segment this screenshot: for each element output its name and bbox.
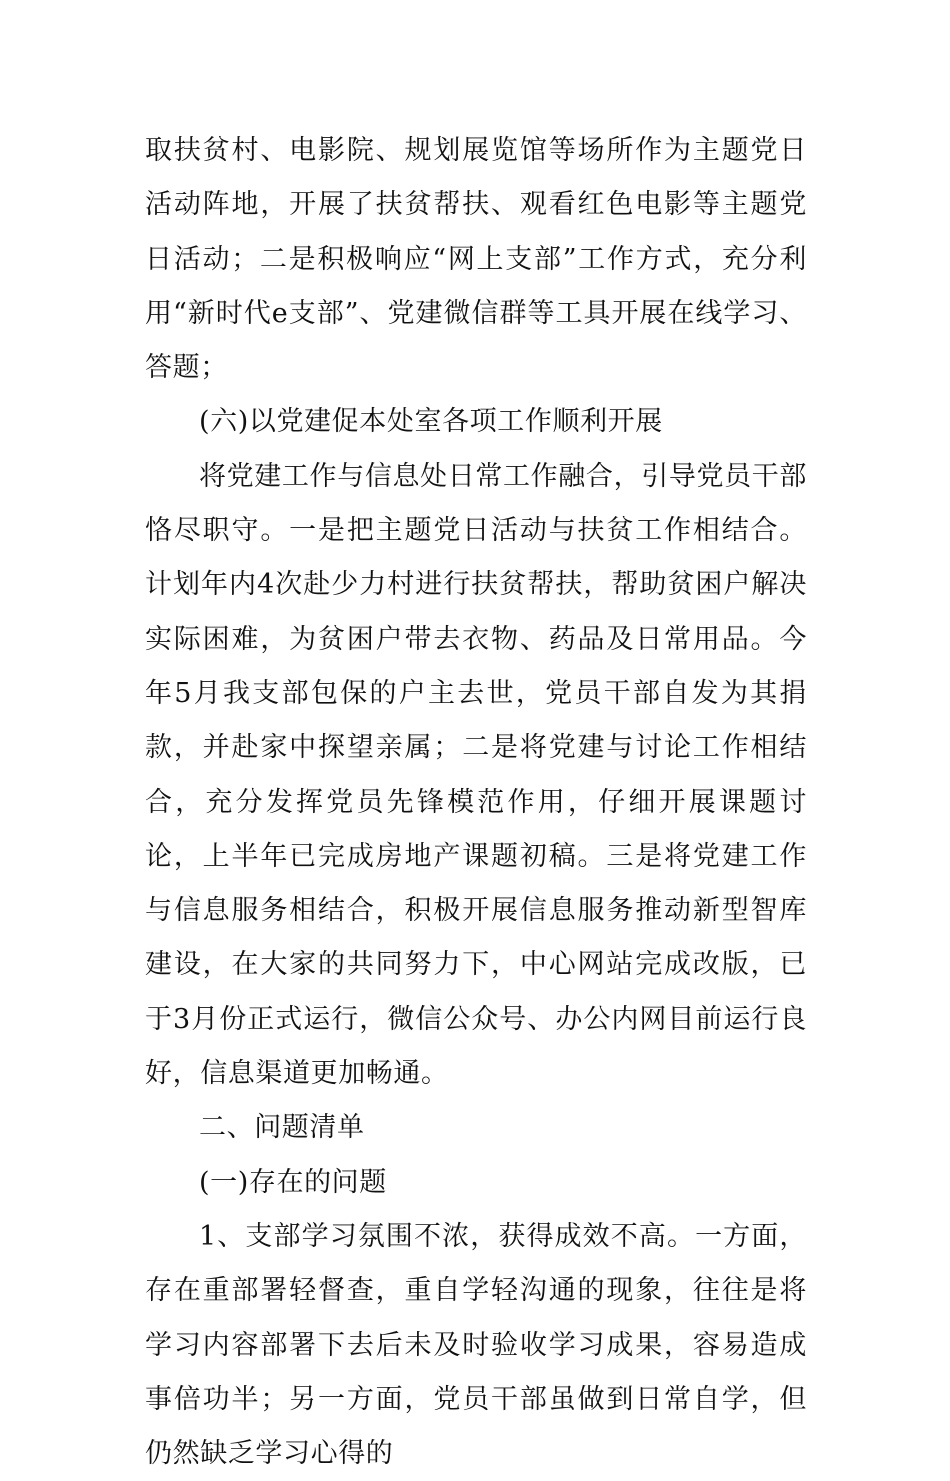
paragraph-problem-one: 1、支部学习氛围不浓，获得成效不高。一方面，存在重部署轻督查，重自学轻沟通的现象，往往是将学习内容部署下去后未及时验收学习成果，容易造成事倍功半；另一方面，党员干部虽做到日常自学，但仍然缺乏学习心得的 [145,1220,807,1470]
section-heading-existing-problems: (一)存在的问题 [199,1166,387,1198]
section-heading-problem-list: 二、问题清单 [199,1112,365,1144]
paragraph-activities-continued: 取扶贫村、电影院、规划展览馆等场所作为主题党日活动阵地，开展了扶贫帮扶、观看红色电影等主题党日活动；二是积极响应“网上支部”工作方式，充分利用“新时代e支部”、党建微信群等工具开展在线学习、答题； [145,135,807,384]
section-heading-six: (六)以党建促本处室各项工作顺利开展 [199,406,663,438]
document-page [145,124,807,1481]
paragraph-party-building-work: 将党建工作与信息处日常工作融合，引导党员干部恪尽职守。一是把主题党日活动与扶贫工作相结合。计划年内4次赴少力村进行扶贫帮扶，帮助贫困户解决实际困难，为贫困户带去衣物、药品及日常用品。今年5月我支部包保的户主去世，党员干部自发为其捐款，并赴家中探望亲属；二是将党建与讨论工作相结合，充分发挥党员先锋模范作用，仔细开展课题讨论，上半年已完成房地产课题初稿。三是将党建工作与信息服务相结合，积极开展信息服务推动新型智库建设，在大家的共同努力下，中心网站完成改版，已于3月份正式运行，微信公众号、办公内网目前运行良好，信息渠道更加畅通。 [145,460,807,1090]
